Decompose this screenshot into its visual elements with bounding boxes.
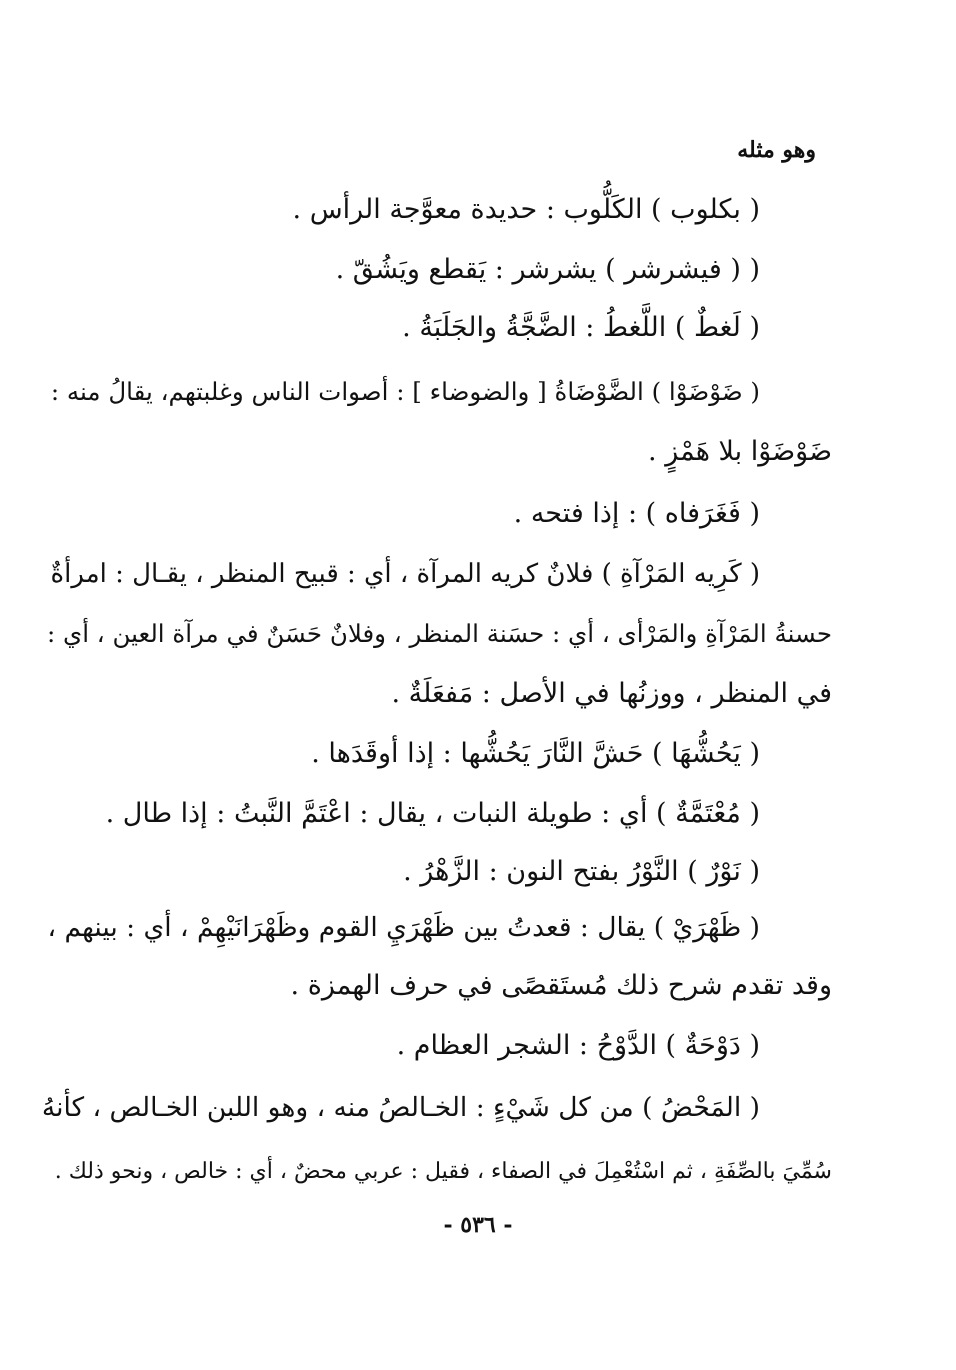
entry-line: ( ظَهْرَيْ ) يقال : قعدتُ بين ظَهْرَيِ القوم وظَهْرَانَيْهِمْ ، أي : بينهم ، — [47, 912, 760, 943]
entry-line: في المنظر ، ووزنُها في الأصل : مَفعَلَةٌ . — [391, 678, 832, 709]
entry-line: ( كَرِيه المَرْآةِ ) فلانٌ كريه المرآة ، أي : قبيح المنظر ، يقـال : امرأةٌ — [50, 559, 760, 589]
section-heading: وهو مثله — [737, 137, 816, 163]
entry-line: ( بكلوب ) الكَلُّوب : حديدة معوَّجة الرأس . — [292, 194, 760, 225]
entry-line: ( ضَوْضَوْا ) الضَّوْضَاةُ [ والضوضاء ] : أصوات الناس وغلبتهم، يقالُ منه : — [50, 377, 760, 406]
entry-line: ( دَوْحَةٌ ) الدَّوْحُ : الشجر العظام . — [396, 1030, 760, 1061]
entry-line: ( مُعْتَمَّةٌ ) أي : طويلة النبات ، يقال : اعْتَمَّ النَّبتُ : إذا طال . — [105, 798, 760, 829]
entry-line: ( ( فيشرشر ) يشرشر : يَقطع ويَشُقّ . — [335, 254, 760, 285]
page-number: - ٥٣٦ - — [443, 1212, 513, 1238]
entry-line: ( لَغطٌ ) اللَّغطُ : الضَّجَّةُ والجَلَبَةُ . — [402, 312, 760, 343]
entry-line: ( نَوْرٌ ) النَّوْرُ بفتح النون : الزَّهْرُ . — [403, 856, 760, 887]
entry-line: ( المَحْضُ ) من كل شَيْءٍ : الخـالصُ منه ، وهو اللبن الخـالص ، كأنهُ — [41, 1092, 760, 1123]
entry-line: ( فَغَرَفاه ) : إذا فتحه . — [513, 498, 760, 529]
entry-line: وقد تقدم شرح ذلك مُستَقصًى في حرف الهمزة . — [290, 970, 832, 1001]
entry-line: سُمِّيَ بالصِّفَةِ ، ثم اسْتُعْمِلَ في الصفاء ، فقيل : عربي محضٌ ، أي : خالص ، ونحو ذلك . — [54, 1159, 832, 1184]
entry-line: ( يَحُشُّهَا ) حَشَّ النَّارَ يَحُشُّها : إذا أوقَدَها . — [311, 738, 760, 769]
entry-line: حسنةُ المَرْآةِ والمَرْأى ، أي : حسَنة المنظر ، وفلانٌ حَسَنٌ في مرآة العين ، أي : — [46, 619, 832, 648]
entry-line: ضَوْضَوْا بلا هَمْزٍ . — [648, 436, 832, 467]
